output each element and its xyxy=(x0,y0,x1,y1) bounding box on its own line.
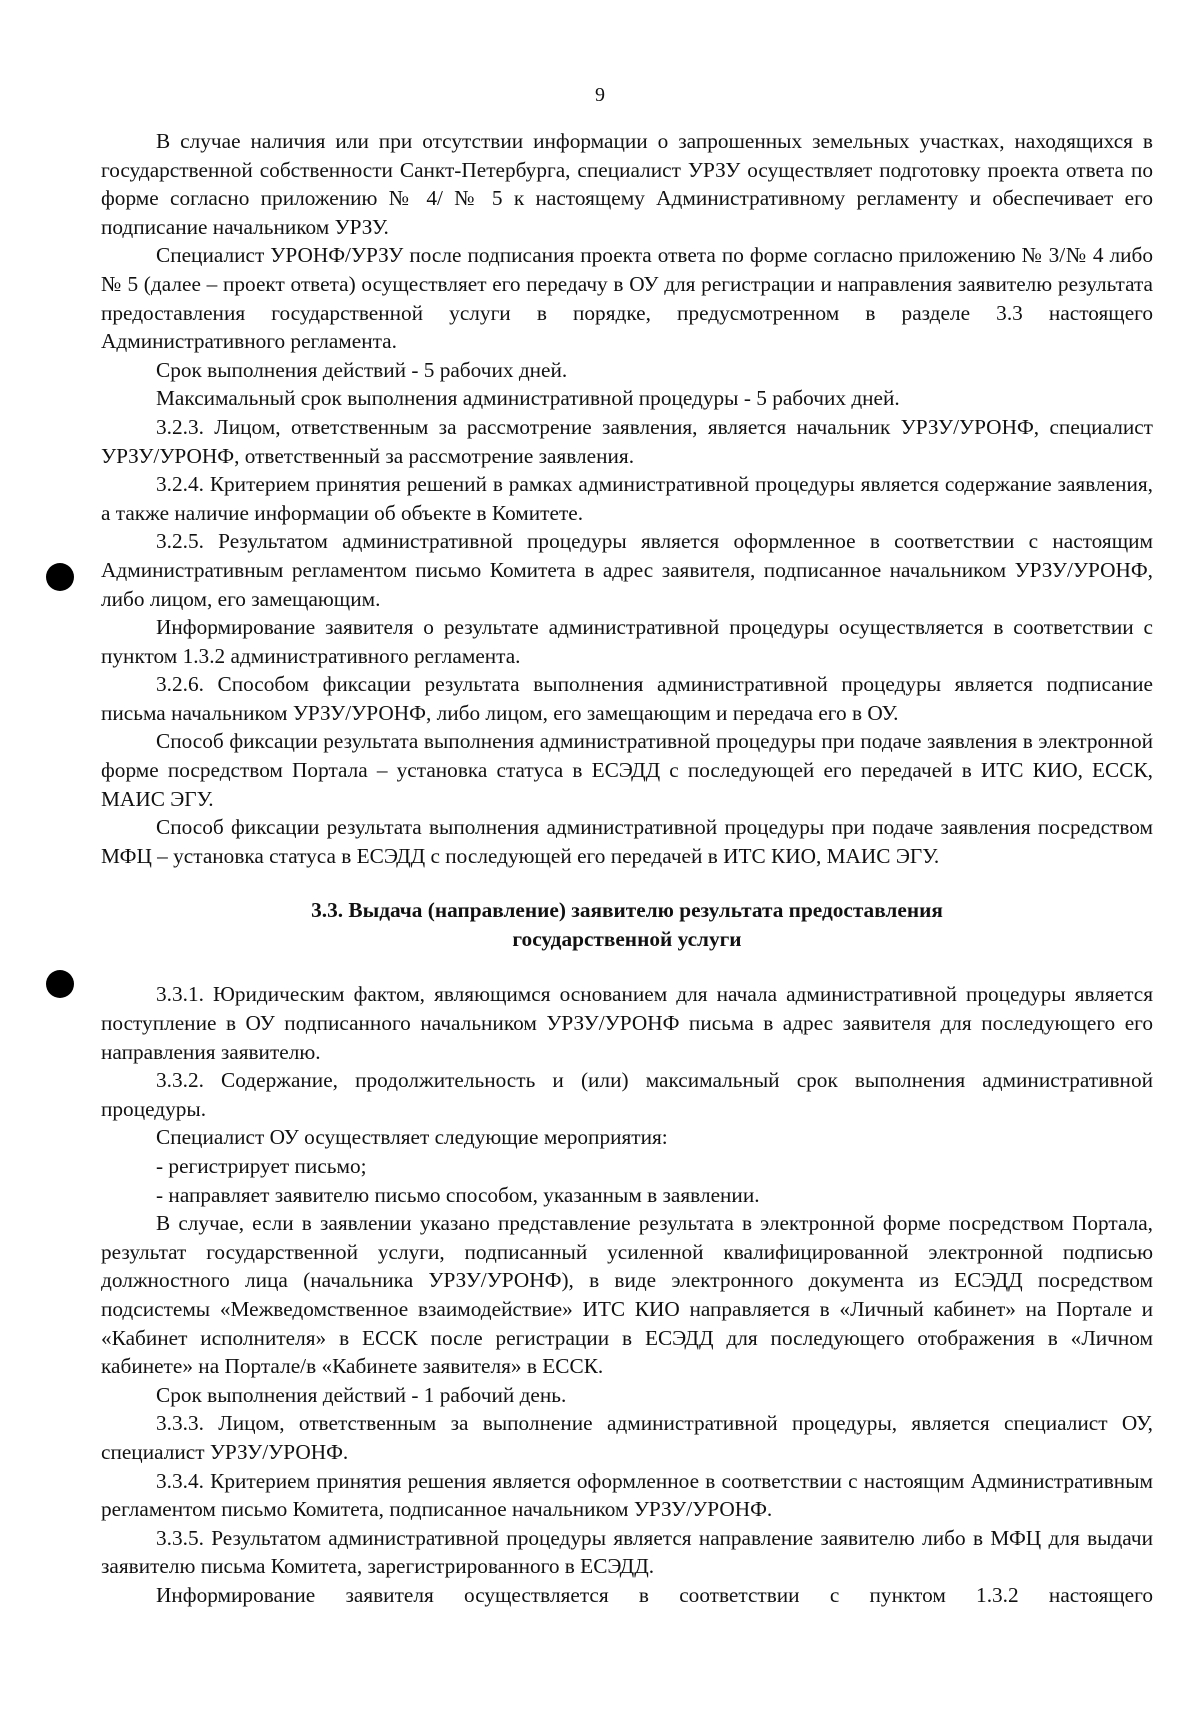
paragraph-3-3-3: 3.3.3. Лицом, ответственным за выполнение административной процедуры, является специалист ОУ, специалист УРЗУ/УРОНФ. xyxy=(101,1411,1153,1464)
punch-hole-top xyxy=(46,563,74,591)
paragraph: Срок выполнения действий - 5 рабочих дней. xyxy=(156,357,568,382)
paragraph: В случае наличия или при отсутствии информации о запрошенных земельных участках, находящихся в государственной собственности Санкт-Петербурга, специалист УРЗУ осуществляет подготовку проекта ответа по форме согласно приложению № 4/ № 5 к настоящему Административному регламенту и обеспечивает его подписание начальником УРЗУ. xyxy=(101,129,1153,239)
page-number: 9 xyxy=(595,84,605,106)
paragraph-3-3-5: 3.3.5. Результатом административной процедуры является направление заявителю либо в МФЦ для выдачи заявителю письма Комитета, зарегистрированного в ЕСЭДД. xyxy=(101,1525,1153,1579)
paragraph-3-2-3: 3.2.3. Лицом, ответственным за рассмотрение заявления, является начальник УРЗУ/УРОНФ, специалист УРЗУ/УРОНФ, ответственный за рассмотрение заявления. xyxy=(101,414,1153,468)
heading-line: 3.3. Выдача (направление) заявителю результата предоставления xyxy=(311,898,943,923)
list-item: - направляет заявителю письмо способом, указанным в заявлении. xyxy=(156,1182,760,1207)
paragraph-3-2-4: 3.2.4. Критерием принятия решений в рамках административной процедуры является содержание заявления, а также наличие информации об объекте в Комитете. xyxy=(101,472,1153,525)
paragraph: Специалист УРОНФ/УРЗУ после подписания проекта ответа по форме согласно приложению № 3/№ 4 либо № 5 (далее – проект ответа) осуществляет его передачу в ОУ для регистрации и направления заявителю результата предоставления государственной услуги в порядке, предусмотренном в разделе 3.3 настоящего Административного регламента. xyxy=(101,243,1153,354)
punch-hole-bottom xyxy=(46,970,74,998)
section-heading-3-3 xyxy=(101,896,1153,954)
heading-line: государственной услуги xyxy=(512,927,742,952)
paragraph-3-3-4: 3.3.4. Критерием принятия решения является оформленное в соответствии с настоящим Административным регламентом письмо Комитета, подписанное начальником УРЗУ/УРОНФ. xyxy=(101,1468,1153,1522)
paragraph: В случае, если в заявлении указано представление результата в электронной форме посредством Портала, результат государственной услуги, подписанный усиленной квалифицированной электронной подписью должностного лица (начальника УРЗУ/УРОНФ), в виде электронного документа из ЕСЭДД посредством подсистемы «Межведомственное взаимодействие» ИТС КИО направляется в «Личный кабинет» на Портале и «Кабинет исполнителя» в ЕССК после регистрации в ЕСЭДД для последующего отображения в «Личном кабинете» на Портале/в «Кабинете заявителя» в ЕССК. xyxy=(101,1211,1153,1379)
paragraph-3-3-1: 3.3.1. Юридическим фактом, являющимся основанием для начала административной процедуры является поступление в ОУ подписанного начальником УРЗУ/УРОНФ письма в адрес заявителя для последующего его направления заявителю. xyxy=(101,982,1153,1064)
list-item: - регистрирует письмо; xyxy=(156,1154,367,1178)
document-body xyxy=(101,127,1153,1610)
paragraph: Срок выполнения действий - 1 рабочий день. xyxy=(156,1382,567,1407)
paragraph: Информирование заявителя о результате административной процедуры осуществляется в соответствии с пунктом 1.3.2 административного регламента. xyxy=(101,615,1153,668)
paragraph: Максимальный срок выполнения административной процедуры - 5 рабочих дней. xyxy=(156,386,900,411)
paragraph-3-3-2: 3.3.2. Содержание, продолжительность и (или) максимальный срок выполнения административной процедуры. xyxy=(101,1068,1153,1121)
paragraph: Способ фиксации результата выполнения административной процедуры при подаче заявления в электронной форме посредством Портала – установка статуса в ЕСЭДД с последующей его передачей в ИТС КИО, ЕССК, МАИС ЭГУ. xyxy=(101,729,1153,811)
paragraph-3-2-5: 3.2.5. Результатом административной процедуры является оформленное в соответствии с настоящим Административным регламентом письмо Комитета в адрес заявителя, подписанное начальником УРЗУ/УРОНФ, либо лицом, его замещающим. xyxy=(101,529,1153,611)
paragraph: Способ фиксации результата выполнения административной процедуры при подаче заявления посредством МФЦ – установка статуса в ЕСЭДД с последующей его передачей в ИТС КИО, МАИС ЭГУ. xyxy=(101,815,1153,868)
paragraph: Информирование заявителя осуществляется в соответствии с пунктом 1.3.2 настоящего xyxy=(156,1582,1153,1607)
paragraph-3-2-6: 3.2.6. Способом фиксации результата выполнения административной процедуры является подписание письма начальником УРЗУ/УРОНФ, либо лицом, его замещающим и передача его в ОУ. xyxy=(101,672,1153,725)
paragraph: Специалист ОУ осуществляет следующие мероприятия: xyxy=(156,1125,668,1150)
